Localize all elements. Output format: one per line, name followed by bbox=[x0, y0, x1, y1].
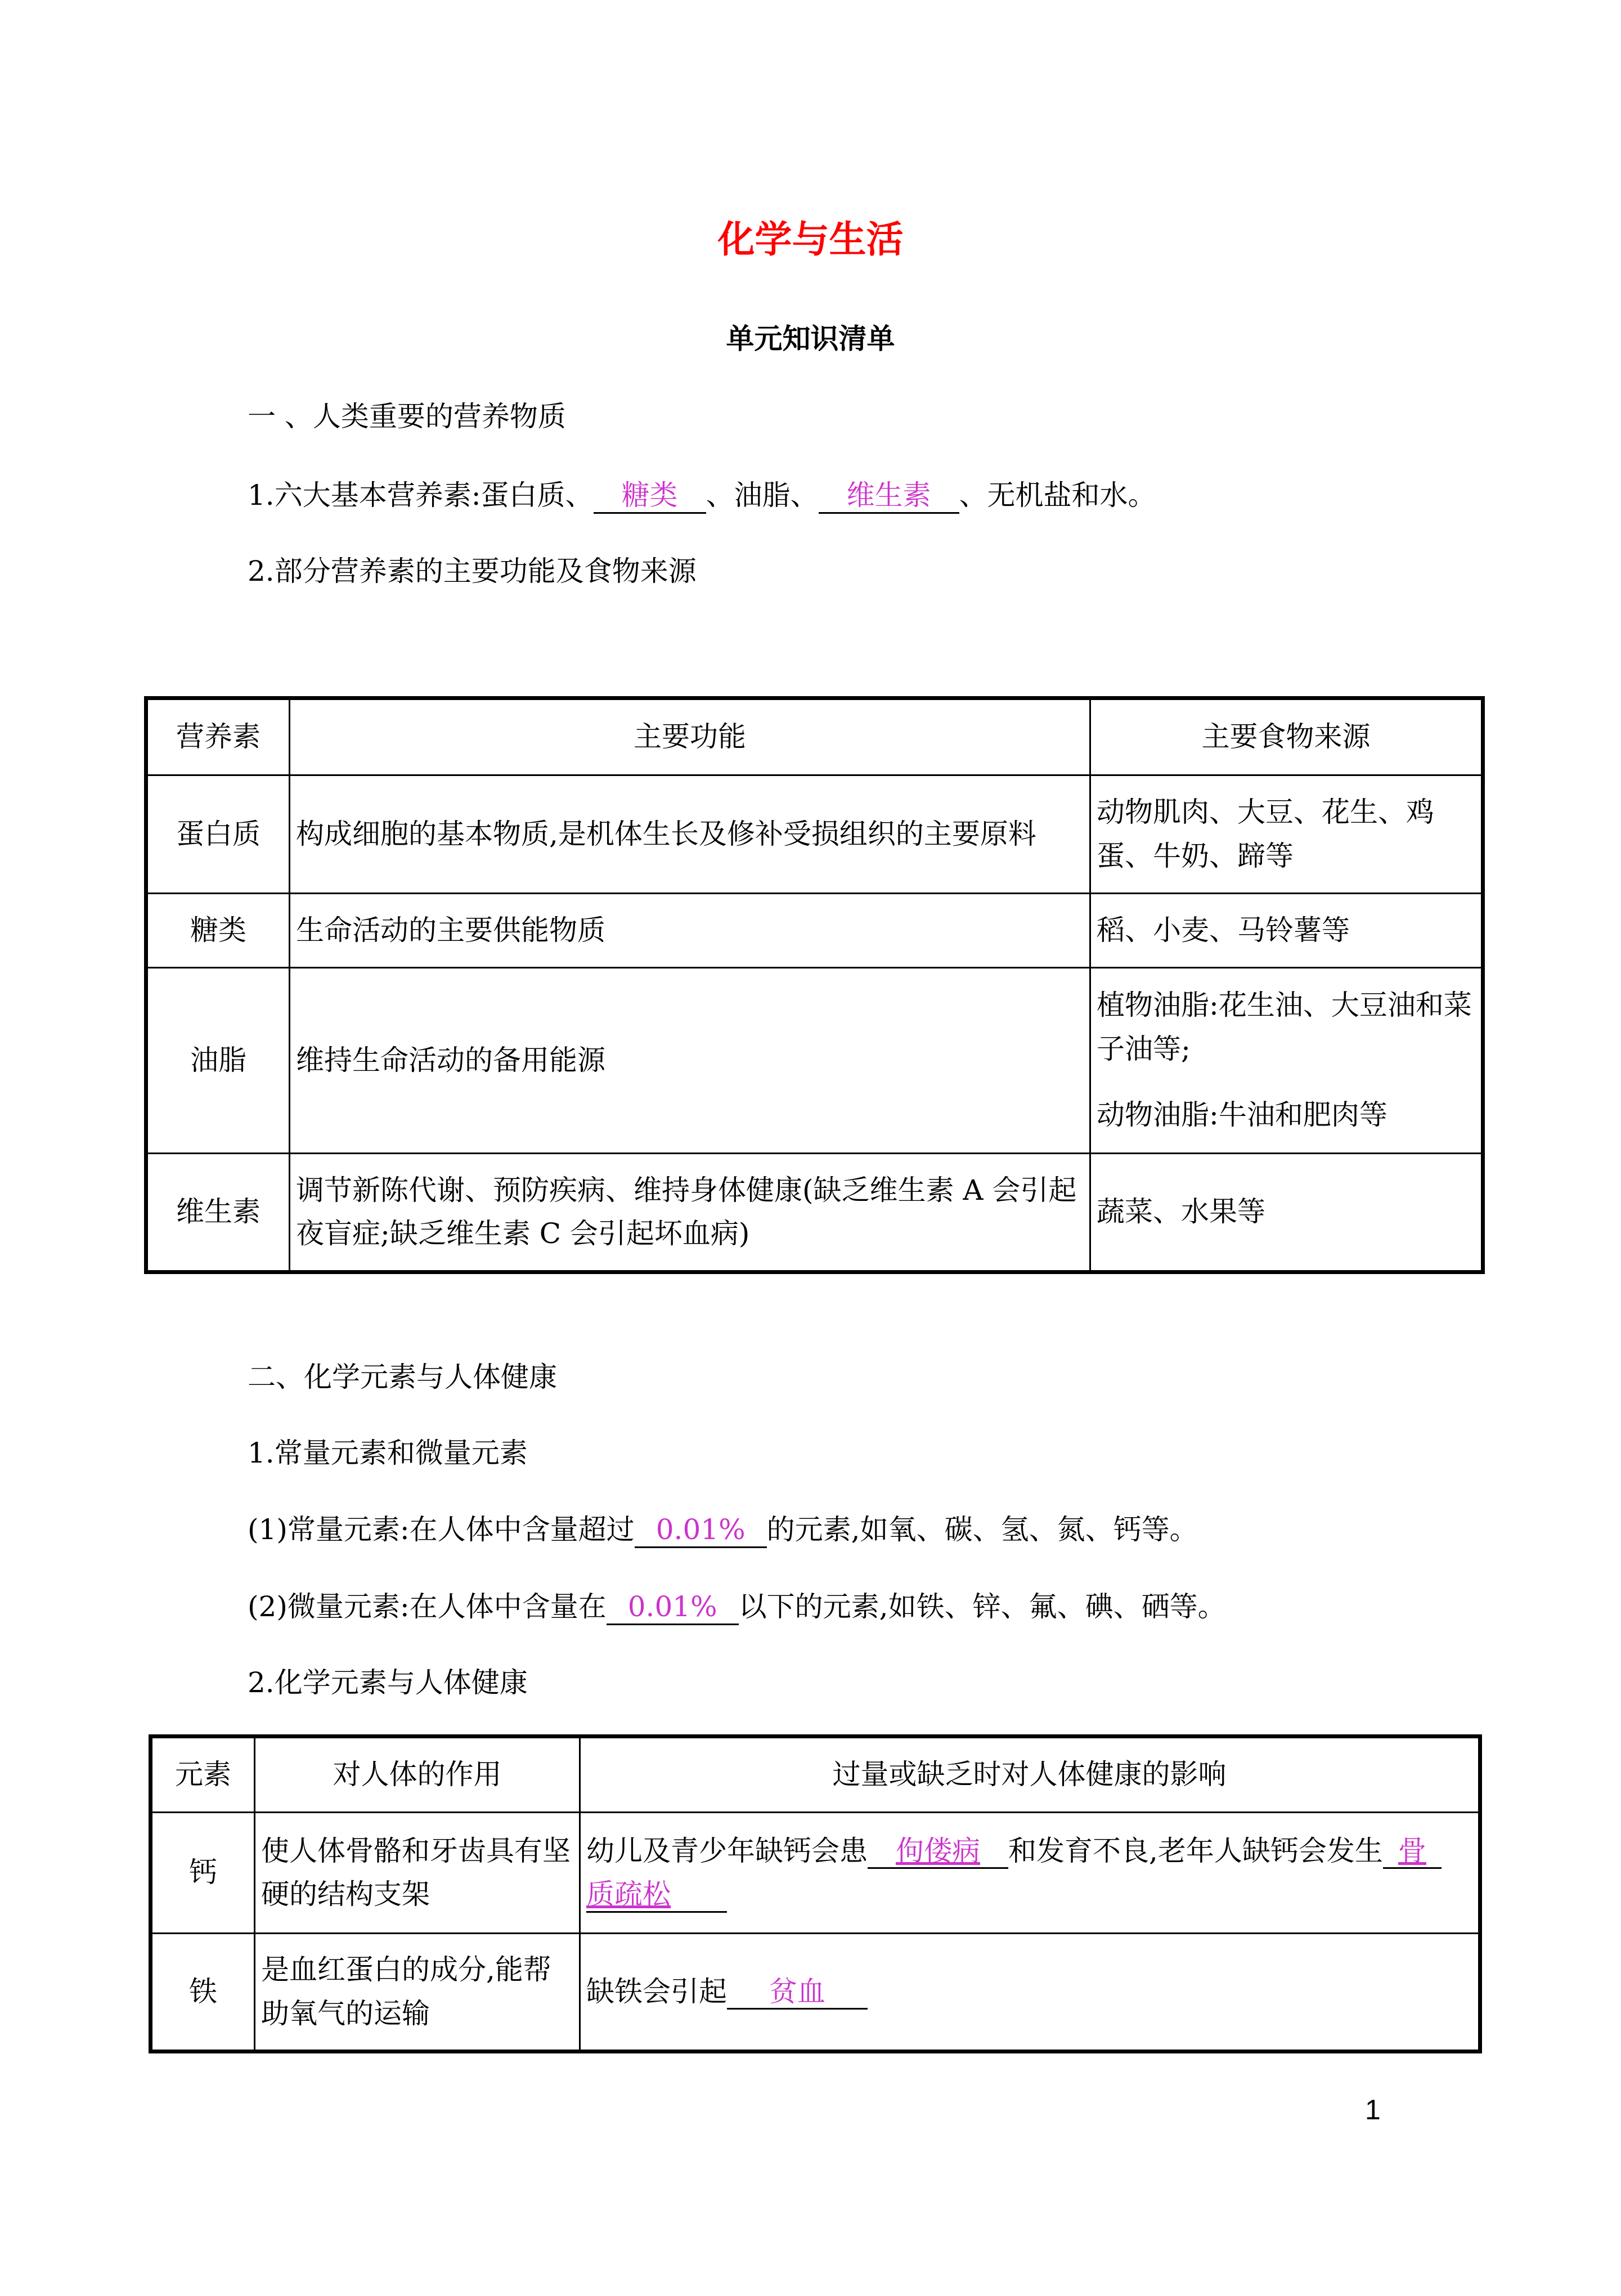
nutrients-table bbox=[144, 696, 1485, 1274]
effect-text: 缺铁会引起 bbox=[586, 1975, 727, 2008]
answer-text: 0.01% bbox=[655, 1513, 746, 1546]
table-cell: 构成细胞的基本物质,是机体生长及修补受损组织的主要原料 bbox=[290, 775, 1090, 894]
table-cell bbox=[580, 1934, 1480, 2052]
table-header-cell: 营养素 bbox=[146, 698, 290, 775]
answer-text: 0.01% bbox=[627, 1590, 717, 1623]
table-header-cell: 元素 bbox=[151, 1737, 255, 1813]
table-row bbox=[151, 1813, 1480, 1934]
table-header-row bbox=[151, 1737, 1480, 1813]
answer-blank bbox=[635, 1514, 767, 1548]
table-row bbox=[146, 894, 1483, 968]
answer-blank bbox=[1383, 1835, 1442, 1869]
sub2-suffix: 以下的元素,如铁、锌、氟、碘、硒等。 bbox=[738, 1590, 1226, 1623]
answer-blank bbox=[607, 1591, 739, 1625]
table-row bbox=[146, 968, 1483, 1154]
answer-text: 质疏松 bbox=[586, 1878, 671, 1911]
table-cell: 蛋白质 bbox=[146, 775, 290, 894]
item1-mid: 、油脂、 bbox=[706, 479, 819, 512]
section1-item1 bbox=[248, 473, 1156, 514]
section2-sub2 bbox=[248, 1584, 1226, 1625]
effect-text: 和发育不良,老年人缺钙会发生 bbox=[1008, 1834, 1383, 1867]
section2-sub1 bbox=[248, 1507, 1198, 1548]
table-cell: 蔬菜、水果等 bbox=[1090, 1154, 1483, 1272]
table-cell: 动物肌肉、大豆、花生、鸡蛋、牛奶、蹄等 bbox=[1090, 775, 1483, 894]
answer-blank bbox=[819, 479, 959, 514]
table-cell bbox=[1090, 968, 1483, 1154]
table-cell: 维生素 bbox=[146, 1154, 290, 1272]
table-header-row bbox=[146, 698, 1483, 775]
table-row bbox=[151, 1934, 1480, 2052]
table-header-cell: 主要功能 bbox=[290, 698, 1090, 775]
sub2-prefix: (2)微量元素:在人体中含量在 bbox=[248, 1590, 607, 1623]
answer-text: 维生素 bbox=[846, 479, 931, 512]
table-cell: 使人体骨骼和牙齿具有坚硬的结构支架 bbox=[255, 1813, 580, 1934]
section2-heading: 二、化学元素与人体健康 bbox=[248, 1361, 557, 1393]
page-title: 化学与生活 bbox=[717, 217, 904, 261]
page-number: 1 bbox=[1365, 2094, 1381, 2125]
table-row bbox=[146, 775, 1483, 894]
source-plant-oils: 植物油脂:花生油、大豆油和菜子油等; bbox=[1097, 989, 1472, 1065]
table-cell: 钙 bbox=[151, 1813, 255, 1934]
table-cell: 调节新陈代谢、预防疾病、维持身体健康(缺乏维生素 A 会引起夜盲症;缺乏维生素 C 会引起坏血病) bbox=[290, 1154, 1090, 1272]
table-cell: 油脂 bbox=[146, 968, 290, 1154]
answer-text: 骨 bbox=[1398, 1834, 1426, 1867]
section1-heading: 一 、人类重要的营养物质 bbox=[248, 400, 566, 433]
effect-text: 幼儿及青少年缺钙会患 bbox=[586, 1834, 868, 1867]
table-cell: 维持生命活动的备用能源 bbox=[290, 968, 1090, 1154]
table-header-cell: 对人体的作用 bbox=[255, 1737, 580, 1813]
section2-item1: 1.常量元素和微量元素 bbox=[248, 1437, 528, 1469]
answer-text: 佝偻病 bbox=[896, 1834, 980, 1867]
table-header-cell: 过量或缺乏时对人体健康的影响 bbox=[580, 1737, 1480, 1813]
sub1-prefix: (1)常量元素:在人体中含量超过 bbox=[248, 1513, 635, 1546]
item1-prefix: 1.六大基本营养素:蛋白质、 bbox=[248, 479, 594, 512]
section1-item2: 2.部分营养素的主要功能及食物来源 bbox=[248, 555, 697, 588]
answer-text: 糖类 bbox=[621, 479, 678, 512]
item1-suffix: 、无机盐和水。 bbox=[959, 479, 1156, 512]
section2-item2: 2.化学元素与人体健康 bbox=[248, 1666, 528, 1699]
sub1-suffix: 的元素,如氧、碳、氢、氮、钙等。 bbox=[766, 1513, 1198, 1546]
page-subtitle: 单元知识清单 bbox=[726, 322, 895, 355]
answer-text: 贫血 bbox=[769, 1975, 825, 2008]
source-animal-oils: 动物油脂:牛油和肥肉等 bbox=[1097, 1098, 1387, 1132]
table-row bbox=[146, 1154, 1483, 1272]
table-header-cell: 主要食物来源 bbox=[1090, 698, 1483, 775]
table-cell: 铁 bbox=[151, 1934, 255, 2052]
table-cell: 生命活动的主要供能物质 bbox=[290, 894, 1090, 968]
answer-blank bbox=[594, 479, 706, 514]
elements-table bbox=[149, 1734, 1482, 2053]
answer-blank bbox=[868, 1835, 1008, 1869]
answer-blank bbox=[586, 1878, 727, 1913]
table-cell: 稻、小麦、马铃薯等 bbox=[1090, 894, 1483, 968]
table-cell: 糖类 bbox=[146, 894, 290, 968]
table-cell bbox=[580, 1813, 1480, 1934]
answer-blank bbox=[727, 1976, 868, 2010]
table-cell: 是血红蛋白的成分,能帮助氧气的运输 bbox=[255, 1934, 580, 2052]
